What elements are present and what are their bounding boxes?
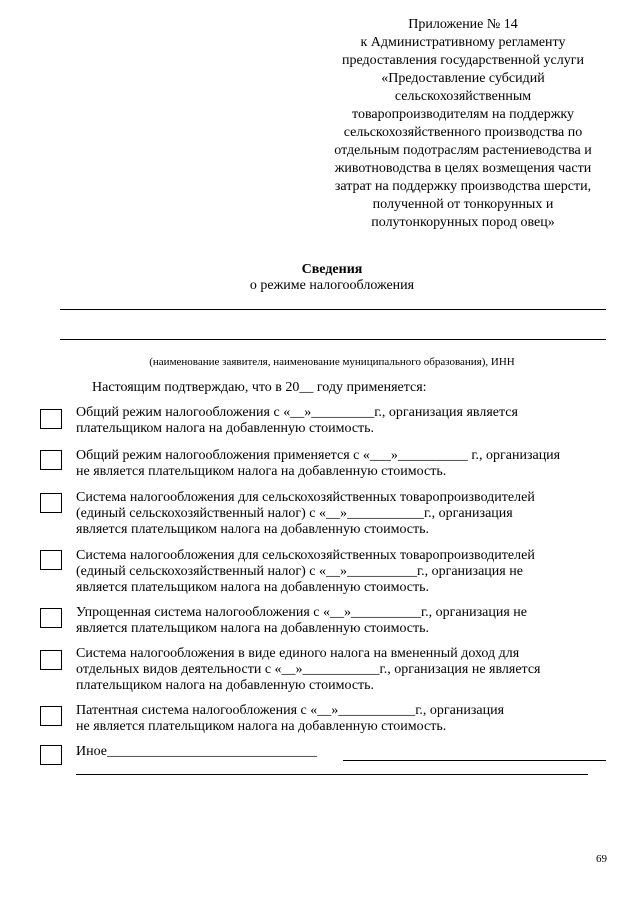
option-esn-non-vat-payer xyxy=(76,548,606,596)
option-text-line: Общий режим налогообложения с «__»_________г., организация является xyxy=(76,405,518,420)
option-simplified-non-vat-payer xyxy=(76,605,606,637)
appendix-line: «Предоставление субсидий xyxy=(381,71,545,86)
applicant-caption: (наименование заявителя, наименование муниципального образования), ИНН xyxy=(149,356,515,368)
option-text-line: Общий режим налогообложения применяется с «___»__________ г., организация xyxy=(76,448,561,463)
option-text-line: Система налогообложения в виде единого налога на вмененный доход для xyxy=(76,646,520,661)
checkbox-patent-non-vat-payer[interactable] xyxy=(40,706,62,726)
option-general-regime-non-vat-payer xyxy=(76,448,606,480)
option-text-line: Упрощенная система налогообложения с «__»__________г., организация не xyxy=(76,605,527,620)
option-text-line: Система налогообложения для сельскохозяйственных товаропроизводителей xyxy=(76,490,535,505)
checkbox-esn-vat-payer[interactable] xyxy=(40,493,62,513)
other-input-line-2[interactable] xyxy=(76,774,588,775)
applicant-name-line-2[interactable] xyxy=(60,339,606,340)
option-text-line: Патентная система налогообложения с «__»___________г., организация xyxy=(76,703,505,718)
checkbox-general-regime-vat-payer[interactable] xyxy=(40,409,62,429)
appendix-line: отдельным подотраслям растениеводства и xyxy=(334,143,592,158)
appendix-line: затрат на поддержку производства шерсти, xyxy=(334,179,592,194)
appendix-line: Приложение № 14 xyxy=(408,17,518,32)
appendix-line: полученной от тонкорунных и xyxy=(372,197,554,212)
option-text-line: является плательщиком налога на добавленную стоимость. xyxy=(76,522,430,537)
appendix-line: товаропроизводителям на поддержку xyxy=(352,107,574,122)
page-number: 69 xyxy=(596,853,607,865)
option-envd-non-vat-payer xyxy=(76,646,606,694)
option-patent-non-vat-payer xyxy=(76,703,606,735)
option-text-line: (единый сельскохозяйственный налог) с «__»___________г., организация xyxy=(76,506,513,521)
option-text-line: не является плательщиком налога на добавленную стоимость. xyxy=(76,719,447,734)
checkbox-esn-non-vat-payer[interactable] xyxy=(40,550,62,570)
checkbox-simplified-non-vat-payer[interactable] xyxy=(40,608,62,628)
other-input-line-1[interactable] xyxy=(343,760,606,761)
checkbox-envd-non-vat-payer[interactable] xyxy=(40,650,62,670)
document-title: Сведения xyxy=(301,262,363,277)
checkbox-general-regime-non-vat-payer[interactable] xyxy=(40,450,62,470)
appendix-line: предоставления государственной услуги xyxy=(342,53,584,68)
option-text-line: не является плательщиком налога на добавленную стоимость. xyxy=(76,464,447,479)
option-other xyxy=(76,744,606,760)
appendix-line: животноводства в целях возмещения части xyxy=(334,161,592,176)
option-text-line: является плательщиком налога на добавленную стоимость. xyxy=(76,621,430,636)
option-text-line: (единый сельскохозяйственный налог) с «__»__________г., организация не xyxy=(76,564,523,579)
appendix-line: сельскохозяйственным xyxy=(394,89,532,104)
document-subtitle: о режиме налогообложения xyxy=(249,278,415,293)
option-text-line: плательщиком налога на добавленную стоимость. xyxy=(76,678,375,693)
appendix-line: полутонкорунных пород овец» xyxy=(371,215,555,230)
applicant-name-line-1[interactable] xyxy=(60,309,606,310)
appendix-line: к Административному регламенту xyxy=(360,35,566,50)
option-text-line: отдельных видов деятельности с «__»___________г., организация не является xyxy=(76,662,541,677)
appendix-header xyxy=(318,16,608,232)
checkbox-other[interactable] xyxy=(40,745,62,765)
option-text-line: плательщиком налога на добавленную стоимость. xyxy=(76,421,375,436)
intro-statement: Настоящим подтверждаю, что в 20__ году применяется: xyxy=(92,380,427,395)
option-text-line: Иное______________________________ xyxy=(76,744,317,759)
option-text-line: является плательщиком налога на добавленную стоимость. xyxy=(76,580,430,595)
appendix-line: сельскохозяйственного производства по xyxy=(343,125,583,140)
option-general-regime-vat-payer xyxy=(76,405,606,437)
option-text-line: Система налогообложения для сельскохозяйственных товаропроизводителей xyxy=(76,548,535,563)
option-esn-vat-payer xyxy=(76,490,606,538)
